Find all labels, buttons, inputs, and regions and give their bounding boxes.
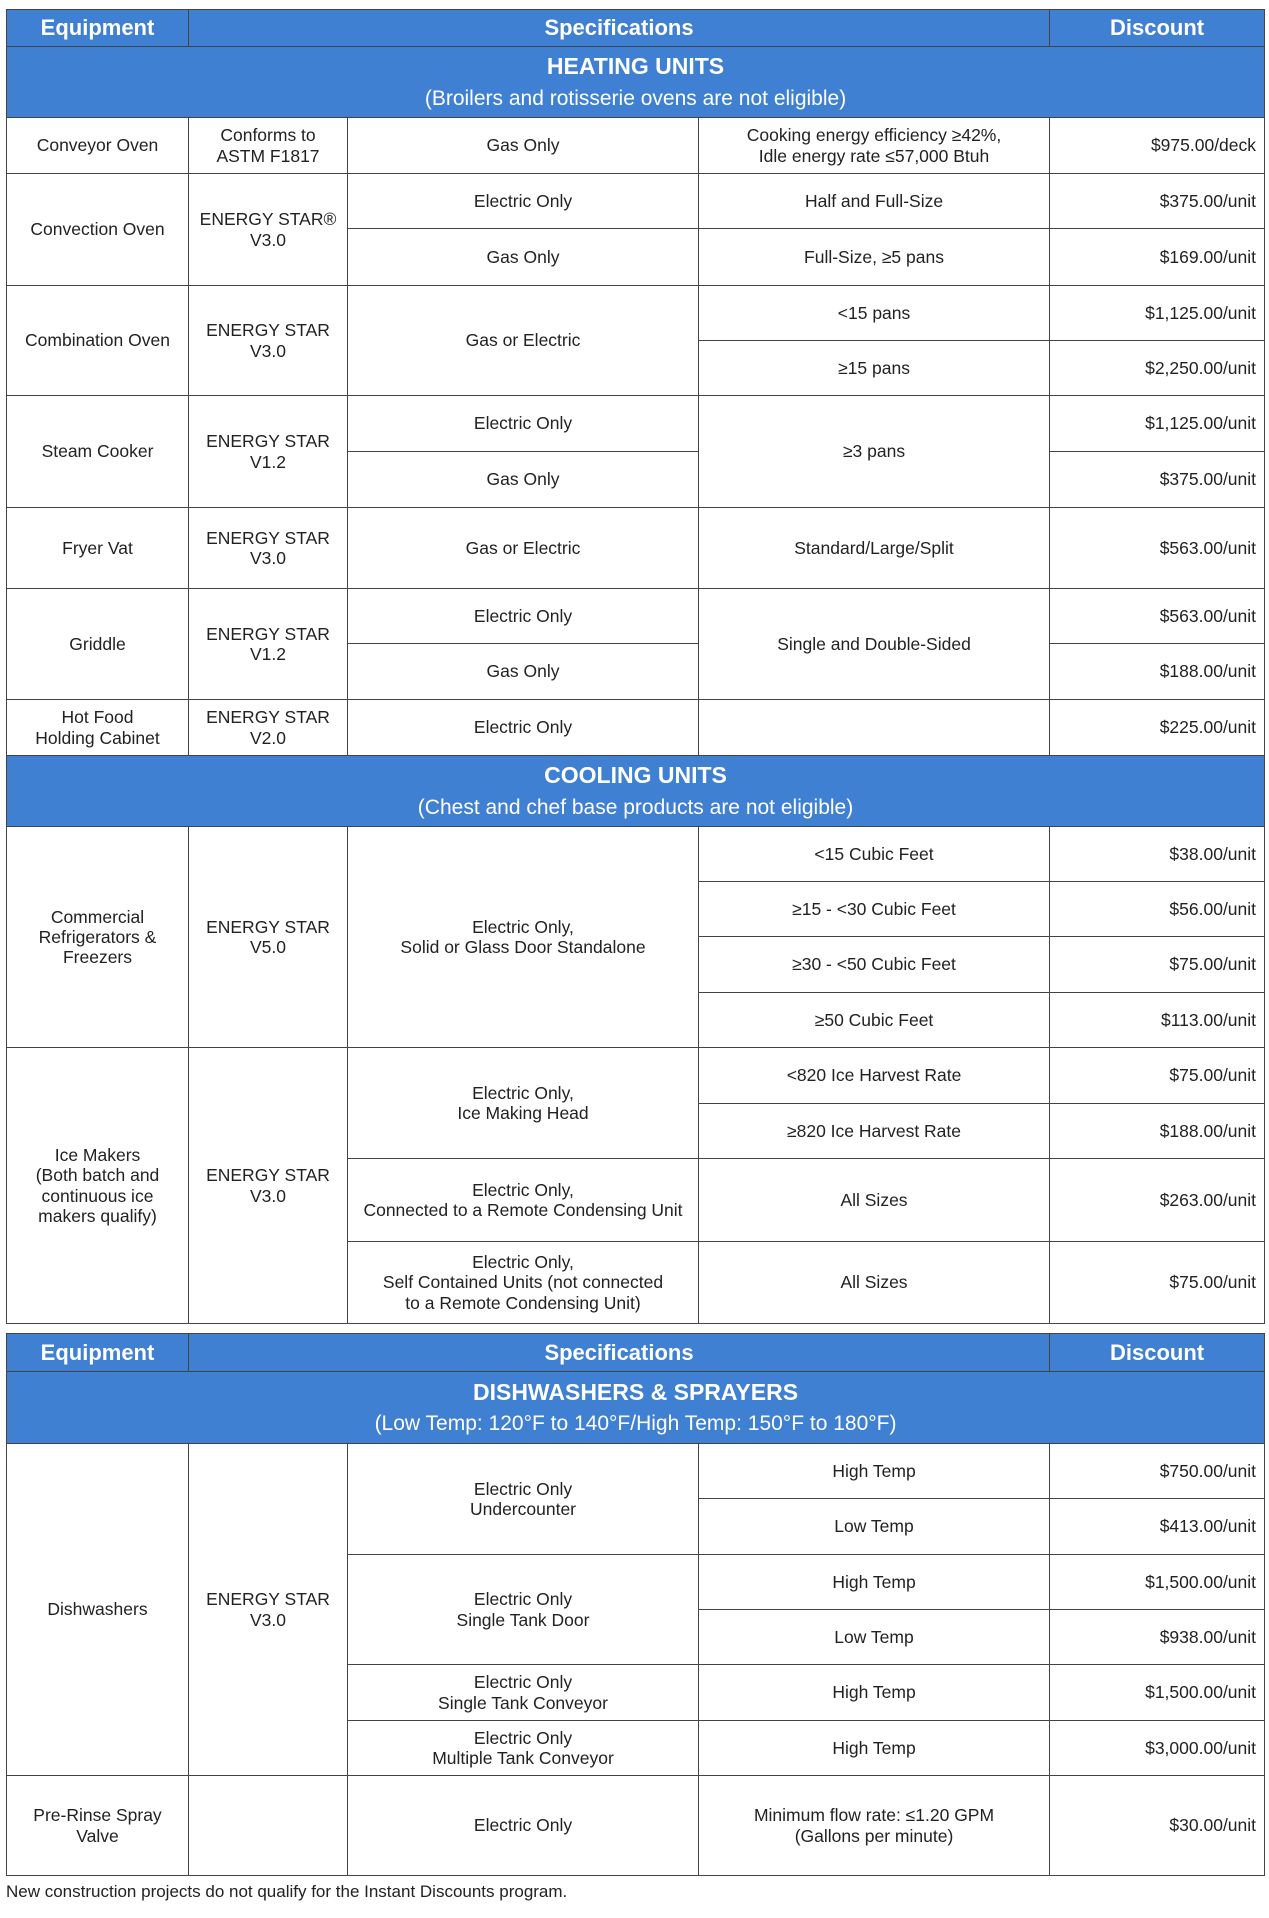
discount-cell: $375.00/unit [1050, 174, 1265, 229]
fuel-cell: Electric Only, Ice Making Head [348, 1048, 699, 1159]
spec-cell: Low Temp [699, 1499, 1050, 1555]
spec-cell: High Temp [699, 1444, 1050, 1499]
standard-cell: ENERGY STAR V5.0 [189, 827, 348, 1048]
spec-cell: ≥3 pans [699, 396, 1050, 508]
discount-cell: $188.00/unit [1050, 1104, 1265, 1159]
spec-cell: <15 Cubic Feet [699, 827, 1050, 882]
standard-cell: ENERGY STAR V3.0 [189, 1048, 348, 1324]
fuel-cell: Electric Only, Connected to a Remote Condensing Unit [348, 1159, 699, 1242]
equipment-cell: Fryer Vat [7, 508, 189, 589]
equipment-cell: Dishwashers [7, 1444, 189, 1776]
equipment-cell: Pre-Rinse Spray Valve [7, 1776, 189, 1876]
fuel-cell: Electric Only [348, 1776, 699, 1876]
fuel-cell: Electric Only [348, 174, 699, 229]
discount-cell: $938.00/unit [1050, 1610, 1265, 1665]
spec-cell: ≥15 pans [699, 341, 1050, 396]
col-specifications: Specifications [189, 10, 1050, 47]
table-row [7, 1776, 1265, 1876]
table-row [7, 118, 1265, 174]
table-row [7, 827, 1265, 882]
fuel-cell: Electric Only Undercounter [348, 1444, 699, 1555]
equipment-cell: Convection Oven [7, 174, 189, 286]
fuel-cell: Gas or Electric [348, 286, 699, 396]
discount-cell: $750.00/unit [1050, 1444, 1265, 1499]
discount-cell: $30.00/unit [1050, 1776, 1265, 1876]
discount-cell: $1,125.00/unit [1050, 396, 1265, 452]
footnote: New construction projects do not qualify for the Instant Discounts program. [6, 1882, 568, 1901]
fuel-cell: Electric Only, Self Contained Units (not connected to a Remote Condensing Unit) [348, 1242, 699, 1324]
section-dishwashers [7, 1372, 1265, 1444]
discount-cell: $225.00/unit [1050, 700, 1265, 756]
discount-cell: $563.00/unit [1050, 589, 1265, 644]
col-specifications: Specifications [189, 1334, 1050, 1372]
section-title: DISHWASHERS & SPRAYERS [472, 1378, 799, 1405]
fuel-cell: Electric Only [348, 589, 699, 644]
discount-cell: $188.00/unit [1050, 644, 1265, 700]
table-row [7, 589, 1265, 644]
fuel-cell: Gas or Electric [348, 508, 699, 589]
spec-cell: Half and Full-Size [699, 174, 1050, 229]
equipment-cell: Conveyor Oven [7, 118, 189, 174]
spec-cell: ≥30 - <50 Cubic Feet [699, 937, 1050, 993]
spec-cell: ≥50 Cubic Feet [699, 993, 1050, 1048]
section-note: (Chest and chef base products are not eligible) [417, 795, 854, 819]
spec-cell: Single and Double-Sided [699, 589, 1050, 700]
standard-cell: ENERGY STAR® V3.0 [189, 174, 348, 286]
spec-cell: ≥820 Ice Harvest Rate [699, 1104, 1050, 1159]
spec-cell: <820 Ice Harvest Rate [699, 1048, 1050, 1104]
discount-cell: $563.00/unit [1050, 508, 1265, 589]
equipment-cell: Commercial Refrigerators & Freezers [7, 827, 189, 1048]
table-row [7, 700, 1265, 756]
spec-cell: Low Temp [699, 1610, 1050, 1665]
discount-cell: $169.00/unit [1050, 229, 1265, 286]
spec-cell: All Sizes [699, 1242, 1050, 1324]
discount-cell: $263.00/unit [1050, 1159, 1265, 1242]
section-title: COOLING UNITS [544, 762, 727, 789]
table-row [7, 396, 1265, 452]
table-row [7, 174, 1265, 229]
discount-cell: $2,250.00/unit [1050, 341, 1265, 396]
rebate-table-dishwashers [6, 1333, 1265, 1876]
discount-cell: $1,500.00/unit [1050, 1665, 1265, 1721]
equipment-cell: Steam Cooker [7, 396, 189, 508]
table-row [7, 1048, 1265, 1104]
fuel-cell: Electric Only [348, 396, 699, 452]
table-row [7, 286, 1265, 341]
fuel-cell: Gas Only [348, 452, 699, 508]
standard-cell: ENERGY STAR V3.0 [189, 508, 348, 589]
fuel-cell: Electric Only Single Tank Conveyor [348, 1665, 699, 1721]
standard-cell: ENERGY STAR V2.0 [189, 700, 348, 756]
standard-cell: ENERGY STAR V3.0 [189, 1444, 348, 1776]
equipment-cell: Combination Oven [7, 286, 189, 396]
spec-cell: Minimum flow rate: ≤1.20 GPM (Gallons per minute) [699, 1776, 1050, 1876]
standard-cell: ENERGY STAR V1.2 [189, 396, 348, 508]
spec-cell: All Sizes [699, 1159, 1050, 1242]
section-note: (Broilers and rotisserie ovens are not eligible) [424, 86, 847, 110]
col-discount: Discount [1050, 1334, 1265, 1372]
fuel-cell: Electric Only [348, 700, 699, 756]
col-equipment: Equipment [7, 10, 189, 47]
fuel-cell: Electric Only Single Tank Door [348, 1555, 699, 1665]
section-title: HEATING UNITS [546, 53, 725, 80]
table-row [7, 1444, 1265, 1499]
spec-cell: Standard/Large/Split [699, 508, 1050, 589]
fuel-cell: Electric Only Multiple Tank Conveyor [348, 1721, 699, 1776]
section-note: (Low Temp: 120°F to 140°F/High Temp: 150°F to 180°F) [374, 1412, 897, 1435]
spec-cell: <15 pans [699, 286, 1050, 341]
discount-cell: $75.00/unit [1050, 1242, 1265, 1324]
col-discount: Discount [1050, 10, 1265, 47]
discount-cell: $375.00/unit [1050, 452, 1265, 508]
standard-cell: ENERGY STAR V3.0 [189, 286, 348, 396]
discount-cell: $3,000.00/unit [1050, 1721, 1265, 1776]
col-equipment: Equipment [7, 1334, 189, 1372]
spec-cell: High Temp [699, 1665, 1050, 1721]
fuel-cell: Gas Only [348, 118, 699, 174]
equipment-cell: Hot Food Holding Cabinet [7, 700, 189, 756]
standard-cell: ENERGY STAR V1.2 [189, 589, 348, 700]
header-row [7, 1334, 1265, 1372]
spec-cell: High Temp [699, 1555, 1050, 1610]
discount-cell: $75.00/unit [1050, 1048, 1265, 1104]
spec-cell: Cooking energy efficiency ≥42%, Idle energy rate ≤57,000 Btuh [699, 118, 1050, 174]
discount-cell: $975.00/deck [1050, 118, 1265, 174]
discount-cell: $1,500.00/unit [1050, 1555, 1265, 1610]
fuel-cell: Electric Only, Solid or Glass Door Standalone [348, 827, 699, 1048]
equipment-cell: Griddle [7, 589, 189, 700]
spec-cell: High Temp [699, 1721, 1050, 1776]
standard-cell [189, 1776, 348, 1876]
table-row [7, 508, 1265, 589]
discount-cell: $413.00/unit [1050, 1499, 1265, 1555]
discount-cell: $1,125.00/unit [1050, 286, 1265, 341]
spec-cell [699, 700, 1050, 756]
spec-cell: ≥15 - <30 Cubic Feet [699, 882, 1050, 937]
standard-cell: Conforms to ASTM F1817 [189, 118, 348, 174]
section-cooling [7, 756, 1265, 827]
fuel-cell: Gas Only [348, 229, 699, 286]
fuel-cell: Gas Only [348, 644, 699, 700]
discount-cell: $113.00/unit [1050, 993, 1265, 1048]
equipment-cell: Ice Makers (Both batch and continuous ice makers qualify) [7, 1048, 189, 1324]
section-heating [7, 47, 1265, 118]
discount-cell: $38.00/unit [1050, 827, 1265, 882]
rebate-table-heating-cooling [6, 9, 1265, 1324]
discount-cell: $75.00/unit [1050, 937, 1265, 993]
header-row [7, 10, 1265, 47]
discount-cell: $56.00/unit [1050, 882, 1265, 937]
spec-cell: Full-Size, ≥5 pans [699, 229, 1050, 286]
